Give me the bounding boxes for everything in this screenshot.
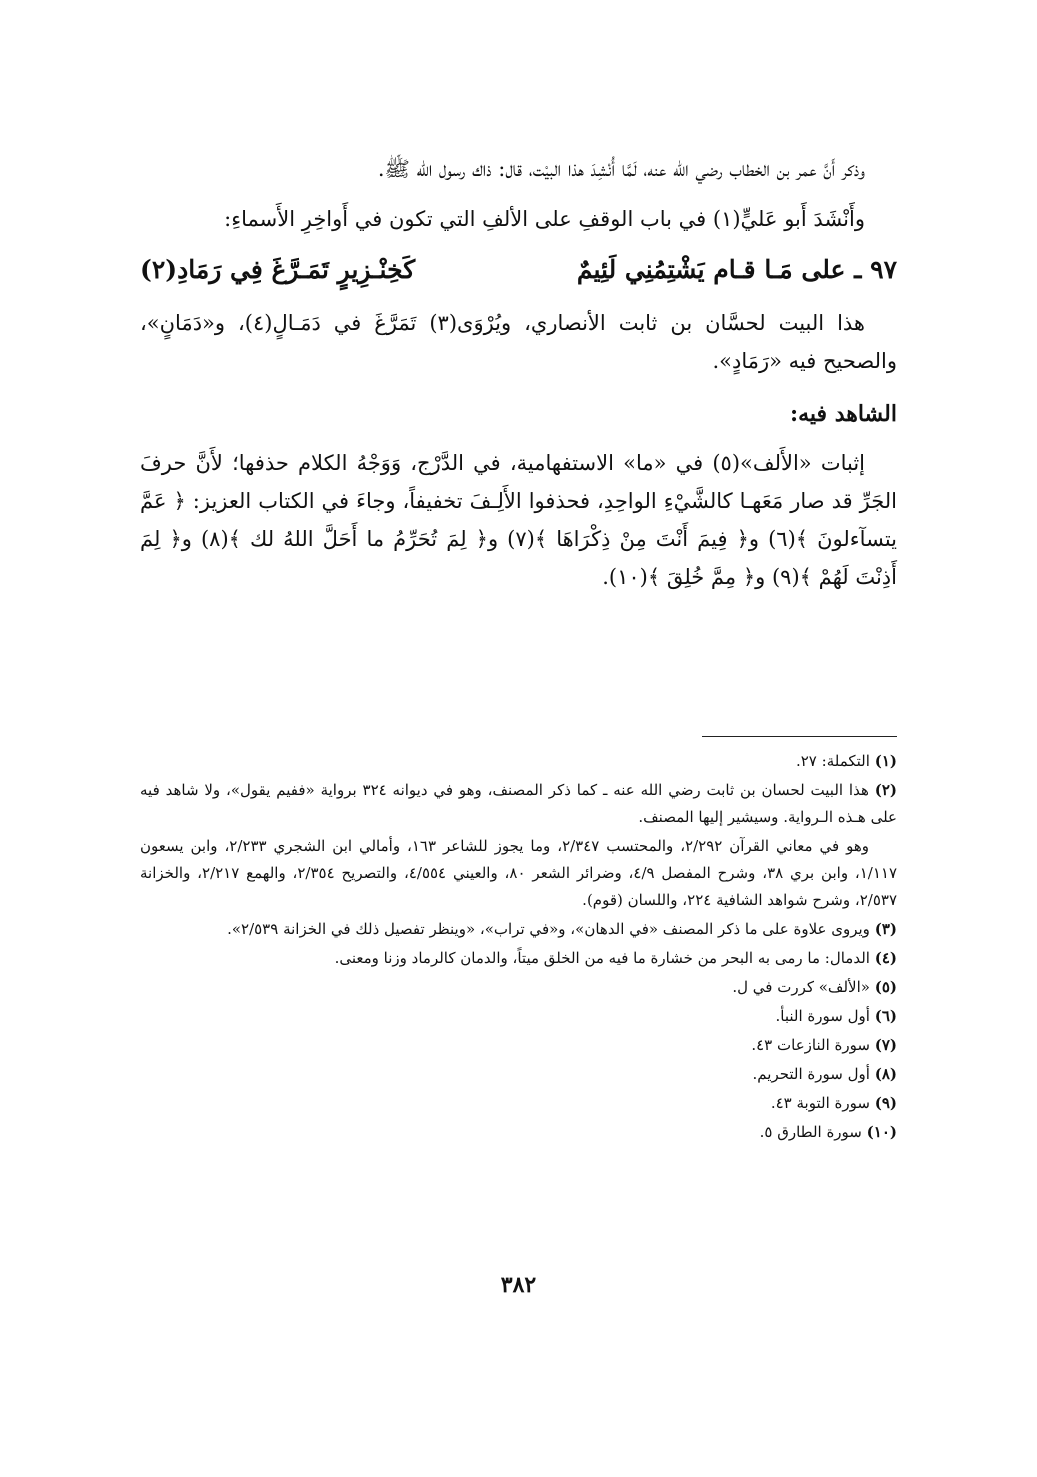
footnote: (٢) هذا البيت لحسان بن ثابت رضي الله عنه ـ كما ذكر المصنف، وهو في ديوانه ٣٢٤ برواية «ففيم يقول»، ولا شاهد فيه على هـذه الـرواية. وسيشير إليها المصنف. — [140, 781, 897, 826]
footnote-divider — [702, 736, 897, 737]
paragraph-4: إثبات «الأَلف»(٥) في «ما» الاستفهامية، في الدَّرْج، وَوَجْهُ الكلام حذفها؛ لأَنَّ حرفَ الجَرِّ قد صار مَعَهـا كالشَّيْءِ الواحِدِ، فحذفوا الأَلِـفَ تخفيفاً، وجاءَ في الكتاب العزيز: ﴿ عَمَّ يتسآءلونَ ﴾(٦) و﴿ فِيمَ أَنْتَ مِنْ ذِكْرَاهَا ﴾(٧) و﴿ لِمَ تُحَرِّمُ ما أَحَلَّ اللهُ لك ﴾(٨) و﴿ لِمَ أَذِنْتَ لَهُمْ ﴾(٩) و﴿ مِمَّ خُلِقَ ﴾(١٠). — [140, 451, 897, 589]
poetry-verse — [140, 250, 897, 290]
footnote: (٩) سورة التوبة ٤٣. — [770, 1094, 897, 1112]
footnote-continuation: وهو في معاني القرآن ٢/٢٩٢، والمحتسب ٢/٣٤٧، وما يجوز للشاعر ١٦٣، وأمالي ابن الشجري ٢/٢٣٣، وابن يسعون ١/١١٧، وابن بري ٣٨، وشرح المفصل ٤/٩، وضرائر الشعر ٨٠، والعيني ٤/٥٥٤، والتصريح ٢/٣٥٤، والهمع ٢/٢١٧، والخزانة ٢/٥٣٧، وشرح شواهد الشافية ٢٢٤، واللسان (قوم). — [140, 837, 898, 909]
page-number: ٣٨٢ — [500, 1272, 537, 1298]
footnote: (١) التكملة: ٢٧. — [795, 752, 897, 770]
footnote: (٥) «الألف» كررت في ل. — [732, 978, 897, 996]
footnote: (٧) سورة النازعات ٤٣. — [751, 1036, 897, 1054]
footnote: (١٠) سورة الطارق ٥. — [759, 1123, 897, 1141]
footnote: (٣) ويروى علاوة على ما ذكر المصنف «في الدهان»، و«في تراب»، «وينظر تفصيل ذلك في الخزانة ٢/٥٣٩». — [227, 920, 897, 938]
paragraph-1: وذكر أَنَّ عمر بن الخطاب رضي الله عنه، لَمَّا أُنْشِدَ هذا البيْت، قال: ذاك رسول الله ﷺ. — [377, 157, 865, 181]
footnote: (٤) الدمال: ما رمى به البحر من خشارة ما فيه من الخلق ميتاً، والدمان كالرماد وزنا ومعنى. — [334, 949, 897, 967]
paragraph-3: هذا البيت لحسَّان بن ثابت الأنصاري، ويُرْوَى(٣) تَمَرَّغَ في دَمَـالٍ(٤)، و«دَمَانٍ»، والصحيح فيه «رَمَادٍ». — [140, 311, 897, 373]
verse-first-hemistich: ٩٧ ـ على مَـا قـام يَشْتِمُنِي لَئِيمٌ — [576, 255, 897, 284]
section-heading: الشاهد فيه: — [789, 401, 897, 427]
main-text — [140, 150, 897, 608]
paragraph-2: وأَنْشَدَ أَبو عَليٍّ(١) في باب الوقفِ على الألفِ التي تكون في أَواخِرِ الأَسماءِ: — [224, 207, 865, 231]
footnote: (٨) أول سورة التحريم. — [752, 1065, 897, 1083]
verse-second-hemistich: كَخِنْـزِيرٍ تَمَـرَّغَ فِي رَمَادِ(٢) — [140, 255, 416, 284]
footnote: (٦) أول سورة النبأ. — [775, 1007, 897, 1025]
footnotes — [140, 748, 897, 1148]
